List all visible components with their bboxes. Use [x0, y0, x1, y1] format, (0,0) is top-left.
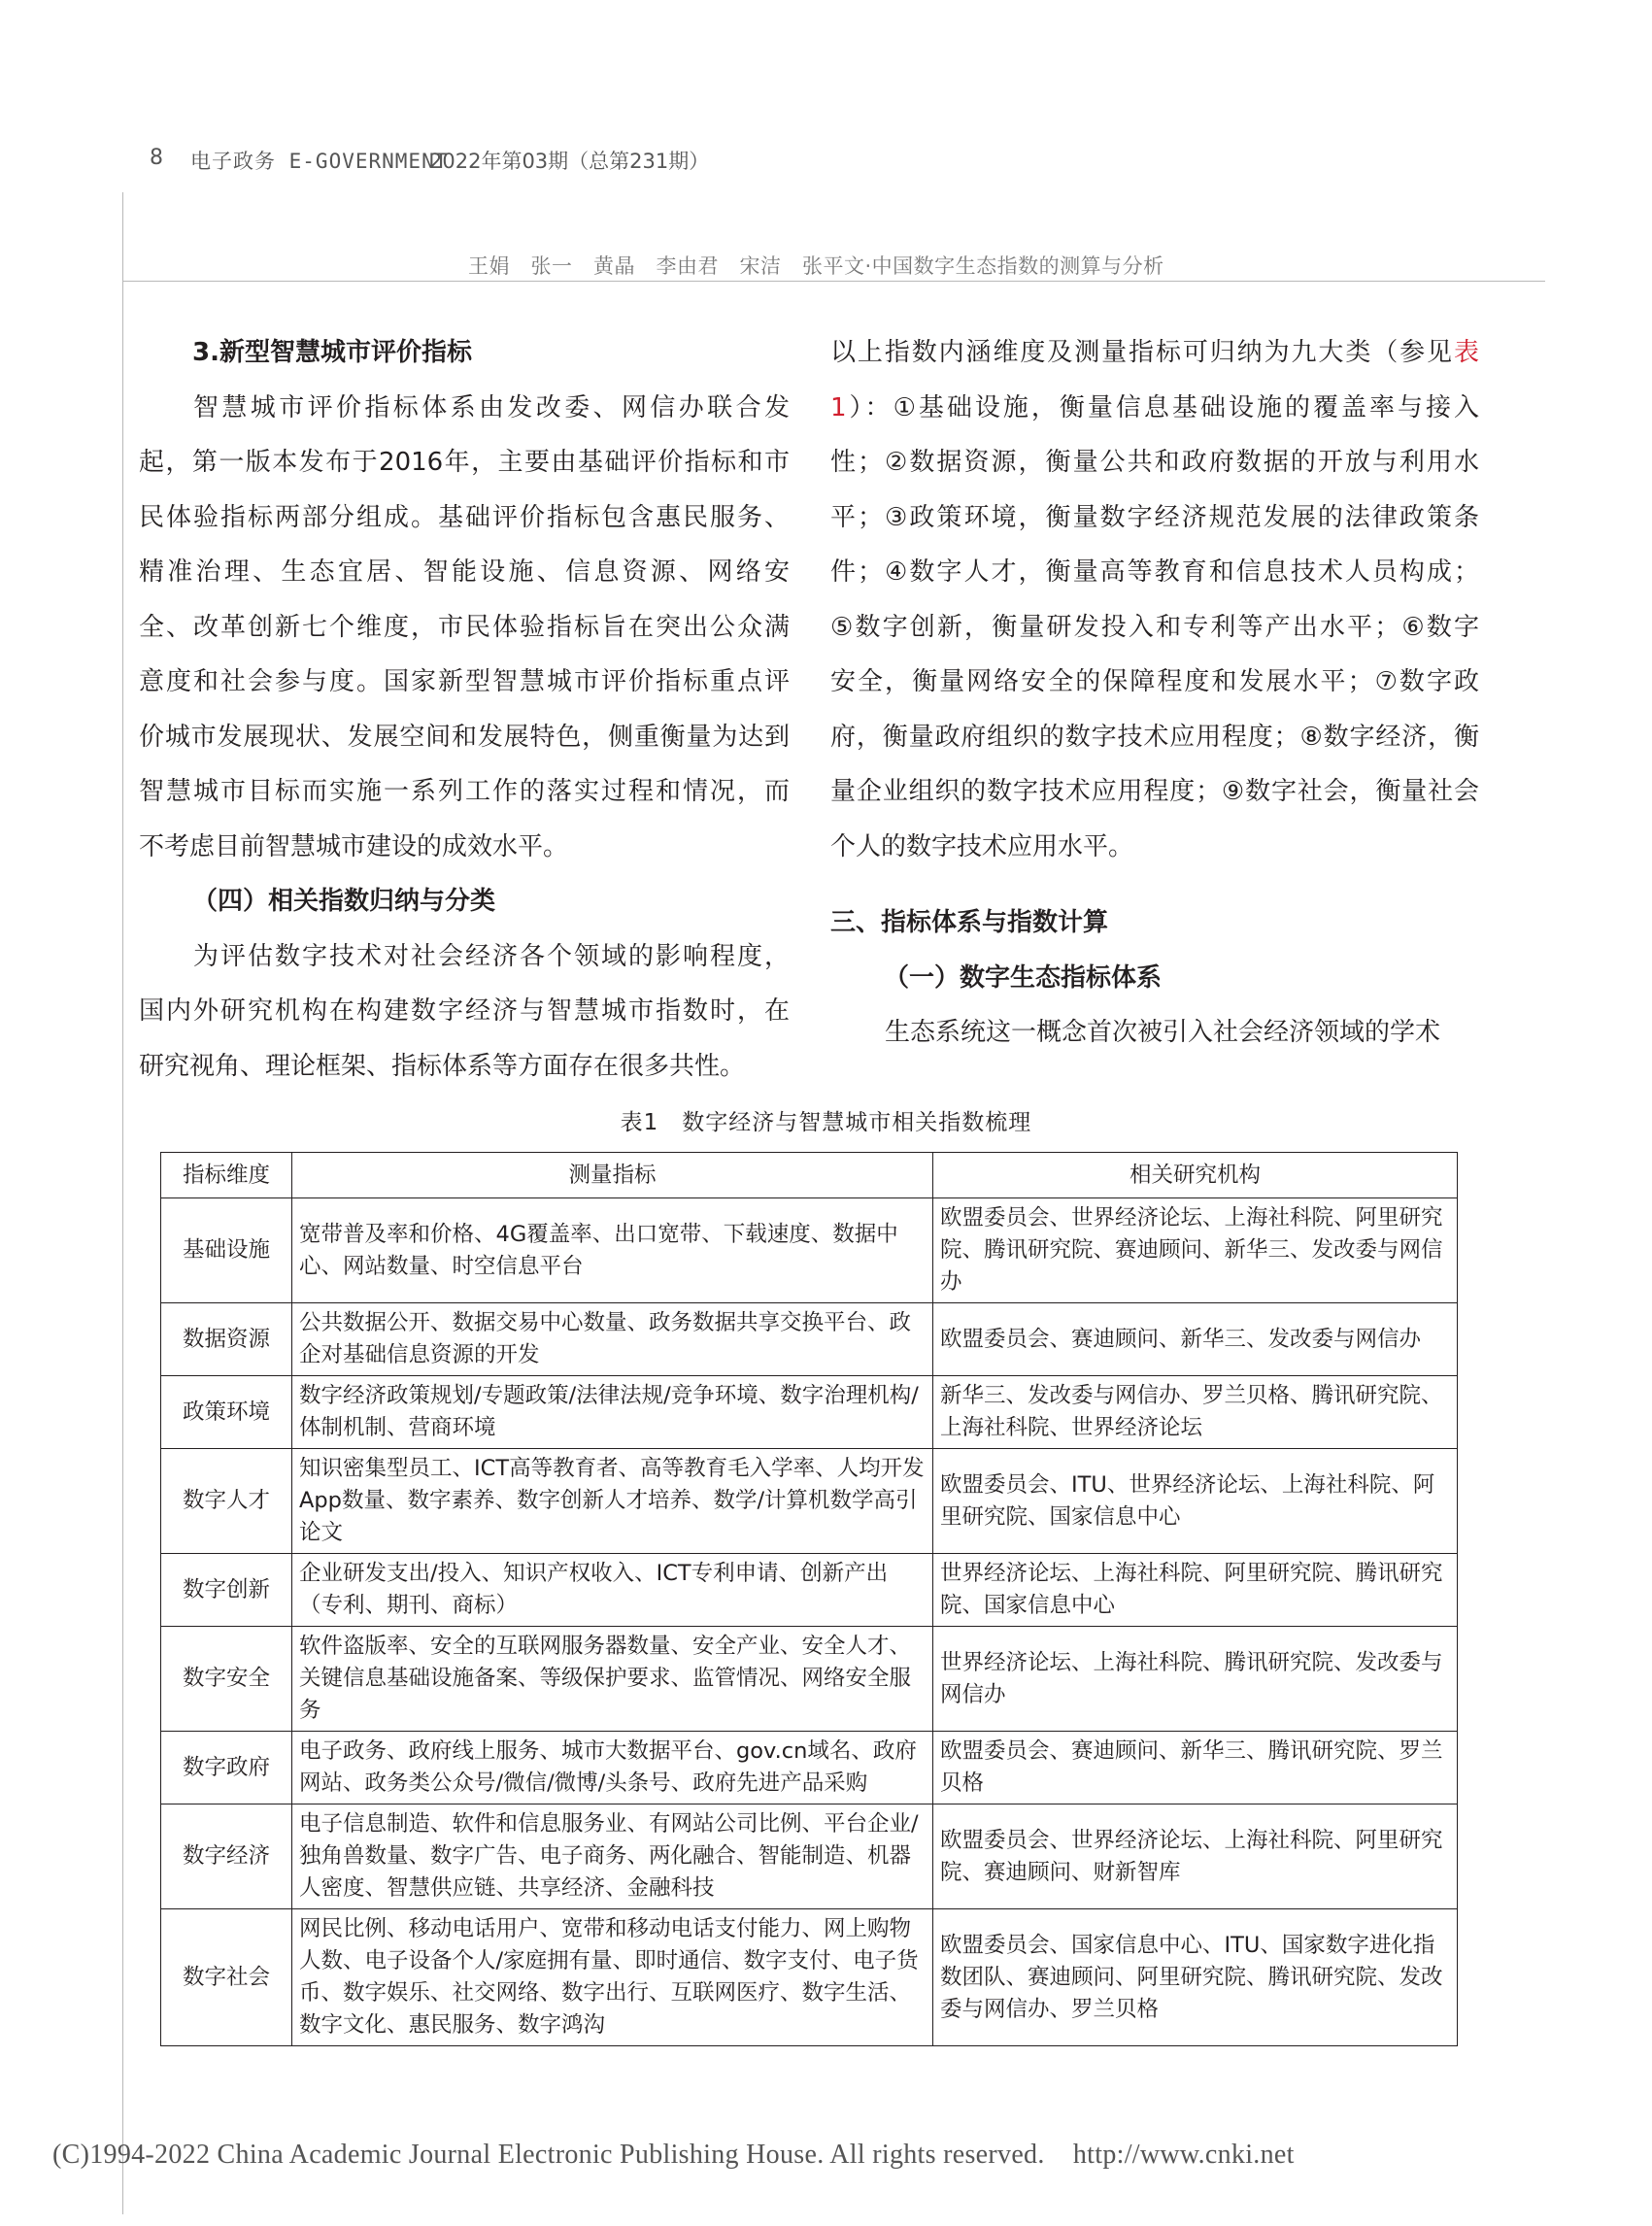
paragraph-line: 平；③政策环境，衡量数字经济规范发展的法律政策条	[830, 502, 1479, 532]
table-header-cell: 测量指标	[292, 1153, 933, 1198]
paragraph-line: ⑤数字创新，衡量研发投入和专利等产出水平；⑥数字	[830, 612, 1479, 642]
indicator-cell: 电子信息制造、软件和信息服务业、有网站公司比例、平台企业/独角兽数量、数字广告、电子商务、两化融合、智能制造、机器人密度、智慧供应链、共享经济、金融科技	[292, 1804, 933, 1909]
paragraph-line: 不考虑目前智慧城市建设的成效水平。	[139, 831, 569, 861]
paragraph-line: 性；②数据资源，衡量公共和政府数据的开放与利用水	[830, 448, 1479, 477]
institution-cell: 欧盟委员会、国家信息中心、ITU、国家数字进化指数团队、赛迪顾问、阿里研究院、腾讯研究院、发改委与网信办、罗兰贝格	[933, 1909, 1458, 2046]
table-row	[161, 1804, 1458, 1909]
indicator-cell: 数字经济政策规划/专题政策/法律法规/竞争环境、数字治理机构/体制机制、营商环境	[292, 1376, 933, 1449]
text-span: ）：①基础设施，衡量信息基础设施的覆盖率与接入	[846, 392, 1479, 422]
institution-cell: 世界经济论坛、上海社科院、阿里研究院、腾讯研究院、国家信息中心	[933, 1554, 1458, 1627]
cnki-url[interactable]: http://www.cnki.net	[1072, 2140, 1295, 2170]
header-rule	[122, 281, 1545, 282]
table-row	[161, 1198, 1458, 1303]
table-header-cell: 相关研究机构	[933, 1153, 1458, 1198]
dimension-cell: 数字社会	[161, 1909, 292, 2046]
table-reference[interactable]: 1	[830, 392, 847, 422]
paragraph-line: 智慧城市评价指标体系由发改委、网信办联合发	[193, 392, 790, 422]
dimension-cell: 数字创新	[161, 1554, 292, 1627]
paragraph-line: 为评估数字技术对社会经济各个领域的影响程度，	[193, 941, 790, 971]
paragraph-line: 价城市发展现状、发展空间和发展特色，侧重衡量为达到	[139, 722, 790, 752]
paragraph-line: 件；④数字人才，衡量高等教育和信息技术人员构成；	[830, 557, 1479, 587]
paragraph-line: 府，衡量政府组织的数字技术应用程度；⑧数字经济，衡	[830, 722, 1479, 752]
indicator-cell: 网民比例、移动电话用户、宽带和移动电话支付能力、网上购物人数、电子设备个人/家庭拥有量、即时通信、数字支付、电子货币、数字娱乐、社交网络、数字出行、互联网医疗、数字生活、数字文化、惠民服务、数字鸿沟	[292, 1909, 933, 2046]
indicator-cell: 企业研发支出/投入、知识产权收入、ICT专利申请、创新产出（专利、期刊、商标）	[292, 1554, 933, 1627]
table-row	[161, 1627, 1458, 1732]
dimension-cell: 数据资源	[161, 1303, 292, 1376]
table-caption: 表1 数字经济与智慧城市相关指数梳理	[620, 1110, 1032, 1135]
page-number: 8	[150, 146, 163, 170]
paragraph-line: 研究视角、理论框架、指标体系等方面存在很多共性。	[139, 1051, 746, 1081]
index-table	[160, 1152, 1458, 2046]
indicator-cell: 宽带普及率和价格、4G覆盖率、出口宽带、下载速度、数据中心、网站数量、时空信息平台	[292, 1198, 933, 1303]
institution-cell: 世界经济论坛、上海社科院、腾讯研究院、发改委与网信办	[933, 1627, 1458, 1732]
institution-cell: 新华三、发改委与网信办、罗兰贝格、腾讯研究院、上海社科院、世界经济论坛	[933, 1376, 1458, 1449]
text-span: 以上指数内涵维度及测量指标可归纳为九大类（参见	[830, 338, 1454, 367]
table-row	[161, 1449, 1458, 1554]
paragraph-line: 全、改革创新七个维度，市民体验指标旨在突出公众满	[139, 612, 790, 642]
paragraph-line: 智慧城市目标而实施一系列工作的落实过程和情况，而	[139, 777, 790, 806]
institution-cell: 欧盟委员会、世界经济论坛、上海社科院、阿里研究院、腾讯研究院、赛迪顾问、新华三、发改委与网信办	[933, 1198, 1458, 1303]
paragraph-line: 个人的数字技术应用水平。	[830, 831, 1134, 861]
journal-name: 电子政务 E-GOVERNMENT	[190, 150, 449, 173]
dimension-cell: 数字政府	[161, 1732, 292, 1804]
institution-cell: 欧盟委员会、赛迪顾问、新华三、发改委与网信办	[933, 1303, 1458, 1376]
indicator-cell: 软件盗版率、安全的互联网服务器数量、安全产业、安全人才、关键信息基础设施备案、等级保护要求、监管情况、网络安全服务	[292, 1627, 933, 1732]
institution-cell: 欧盟委员会、赛迪顾问、新华三、腾讯研究院、罗兰贝格	[933, 1732, 1458, 1804]
paragraph-line: 起，第一版本发布于2016年，主要由基础评价指标和市	[139, 448, 790, 477]
paragraph-line: 意度和社会参与度。国家新型智慧城市评价指标重点评	[139, 667, 790, 696]
paragraph-line: 量企业组织的数字技术应用程度；⑨数字社会，衡量社会	[830, 777, 1479, 806]
paragraph-line: 民体验指标两部分组成。基础评价指标包含惠民服务、	[139, 502, 790, 532]
copyright-footer	[52, 2140, 1295, 2171]
paragraph-line: 安全，衡量网络安全的保障程度和发展水平；⑦数字政	[830, 667, 1479, 696]
paragraph-indices	[139, 929, 790, 1095]
table-row	[161, 1376, 1458, 1449]
institution-cell: 欧盟委员会、ITU、世界经济论坛、上海社科院、阿里研究院、国家信息中心	[933, 1449, 1458, 1554]
paragraph-categories	[830, 435, 1479, 874]
table-row	[161, 1554, 1458, 1627]
institution-cell: 欧盟委员会、世界经济论坛、上海社科院、阿里研究院、赛迪顾问、财新智库	[933, 1804, 1458, 1909]
indicator-cell: 电子政务、政府线上服务、城市大数据平台、gov.cn域名、政府网站、政务类公众号/微信/微博/头条号、政府先进产品采购	[292, 1732, 933, 1804]
section-heading-3: 3.新型智慧城市评价指标	[192, 338, 472, 367]
section-heading-3: 三、指标体系与指数计算	[830, 908, 1109, 937]
margin-rule-vertical	[122, 192, 123, 2214]
table-row	[161, 1303, 1458, 1376]
table-row	[161, 1909, 1458, 2046]
section-heading-sub: （一）数字生态指标体系	[884, 962, 1163, 993]
copyright-text: (C)1994-2022 China Academic Journal Electronic Publishing House. All rights reserved.	[52, 2140, 1045, 2170]
paragraph-line: 生态系统这一概念首次被引入社会经济领域的学术	[885, 1018, 1441, 1047]
paragraph-smart-city	[139, 381, 790, 875]
indicator-cell: 公共数据公开、数据交易中心数量、政务数据共享交换平台、政企对基础信息资源的开发	[292, 1303, 933, 1376]
issue-info: 2022年第03期（总第231期）	[429, 150, 710, 173]
table-row	[161, 1732, 1458, 1804]
running-title: 王娟 张一 黄晶 李由君 宋洁 张平文·中国数字生态指数的测算与分析	[468, 254, 1164, 278]
left-column	[139, 325, 790, 1094]
table-header-cell: 指标维度	[161, 1153, 292, 1198]
section-heading-4: （四）相关指数归纳与分类	[192, 887, 496, 916]
paragraph-line	[830, 381, 1479, 436]
dimension-cell: 数字人才	[161, 1449, 292, 1554]
table-reference[interactable]: 表	[1453, 338, 1479, 367]
indicator-cell: 知识密集型员工、ICT高等教育者、高等教育毛入学率、人均开发App数量、数字素养、数字创新人才培养、数学/计算机数学高引论文	[292, 1449, 933, 1554]
dimension-cell: 数字安全	[161, 1627, 292, 1732]
right-column	[830, 325, 1479, 1061]
dimension-cell: 政策环境	[161, 1376, 292, 1449]
paragraph-line: 精准治理、生态宜居、智能设施、信息资源、网络安	[139, 557, 790, 587]
dimension-cell: 基础设施	[161, 1198, 292, 1303]
paragraph-line	[830, 325, 1479, 381]
dimension-cell: 数字经济	[161, 1804, 292, 1909]
table-header-row	[161, 1153, 1458, 1198]
paragraph-line: 国内外研究机构在构建数字经济与智慧城市指数时，在	[139, 996, 790, 1026]
